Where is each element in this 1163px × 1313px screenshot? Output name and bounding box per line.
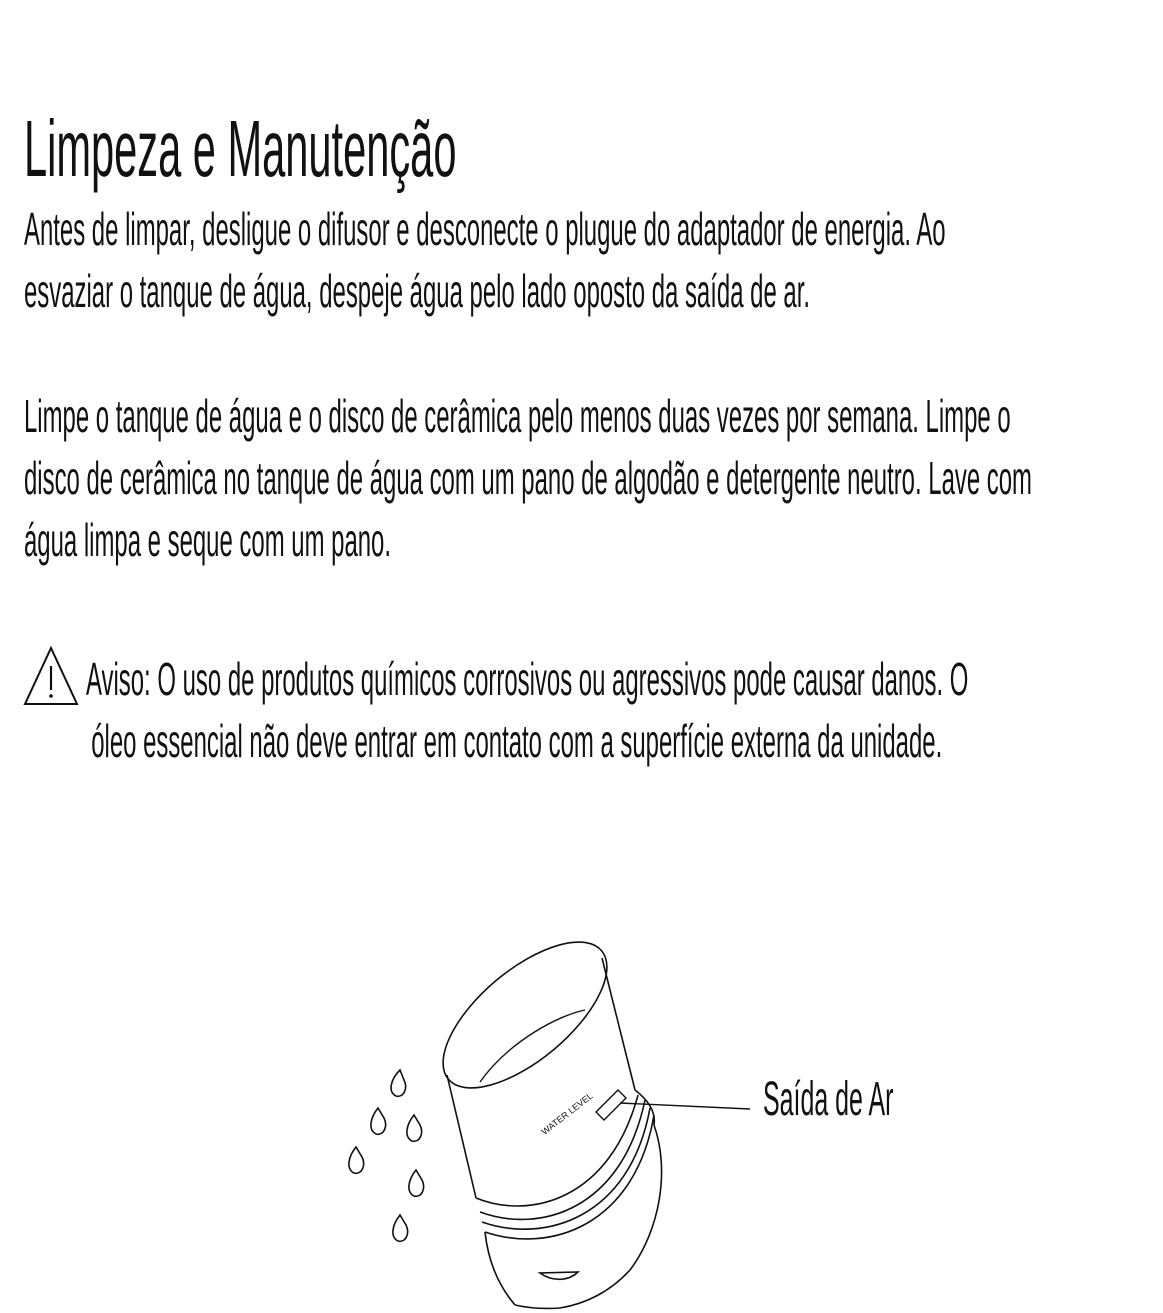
paragraph-line: água limpa e seque com um pano. xyxy=(24,514,392,566)
warning-line: óleo essencial não deve entrar em contato com a superfície externa da unidade. xyxy=(91,715,943,767)
paragraph-line: esvaziar o tanque de água, despeje água pelo lado oposto da saída de ar. xyxy=(24,265,810,317)
paragraph-cleaning xyxy=(24,385,1032,571)
air-outlet-label: Saída de Ar xyxy=(763,1073,894,1126)
paragraph-line: Antes de limpar, desligue o difusor e desconecte o plugue do adaptador de energia. Ao xyxy=(24,203,946,255)
page-title: Limpeza e Manutenção xyxy=(24,103,457,193)
warning-notice xyxy=(86,648,968,772)
paragraph-power-off xyxy=(24,198,946,322)
water-level-marking: WATER LEVEL xyxy=(539,1090,595,1137)
water-droplets xyxy=(349,1070,424,1241)
warning-line: Aviso: O uso de produtos químicos corrosivos ou agressivos pode causar danos. O xyxy=(86,653,969,705)
paragraph-line: disco de cerâmica no tanque de água com um pano de algodão e detergente neutro. Lave com xyxy=(24,452,1032,504)
warning-triangle-icon xyxy=(22,644,80,708)
paragraph-line: Limpe o tanque de água e o disco de cerâmica pelo menos duas vezes por semana. Limpe o xyxy=(24,390,1011,442)
